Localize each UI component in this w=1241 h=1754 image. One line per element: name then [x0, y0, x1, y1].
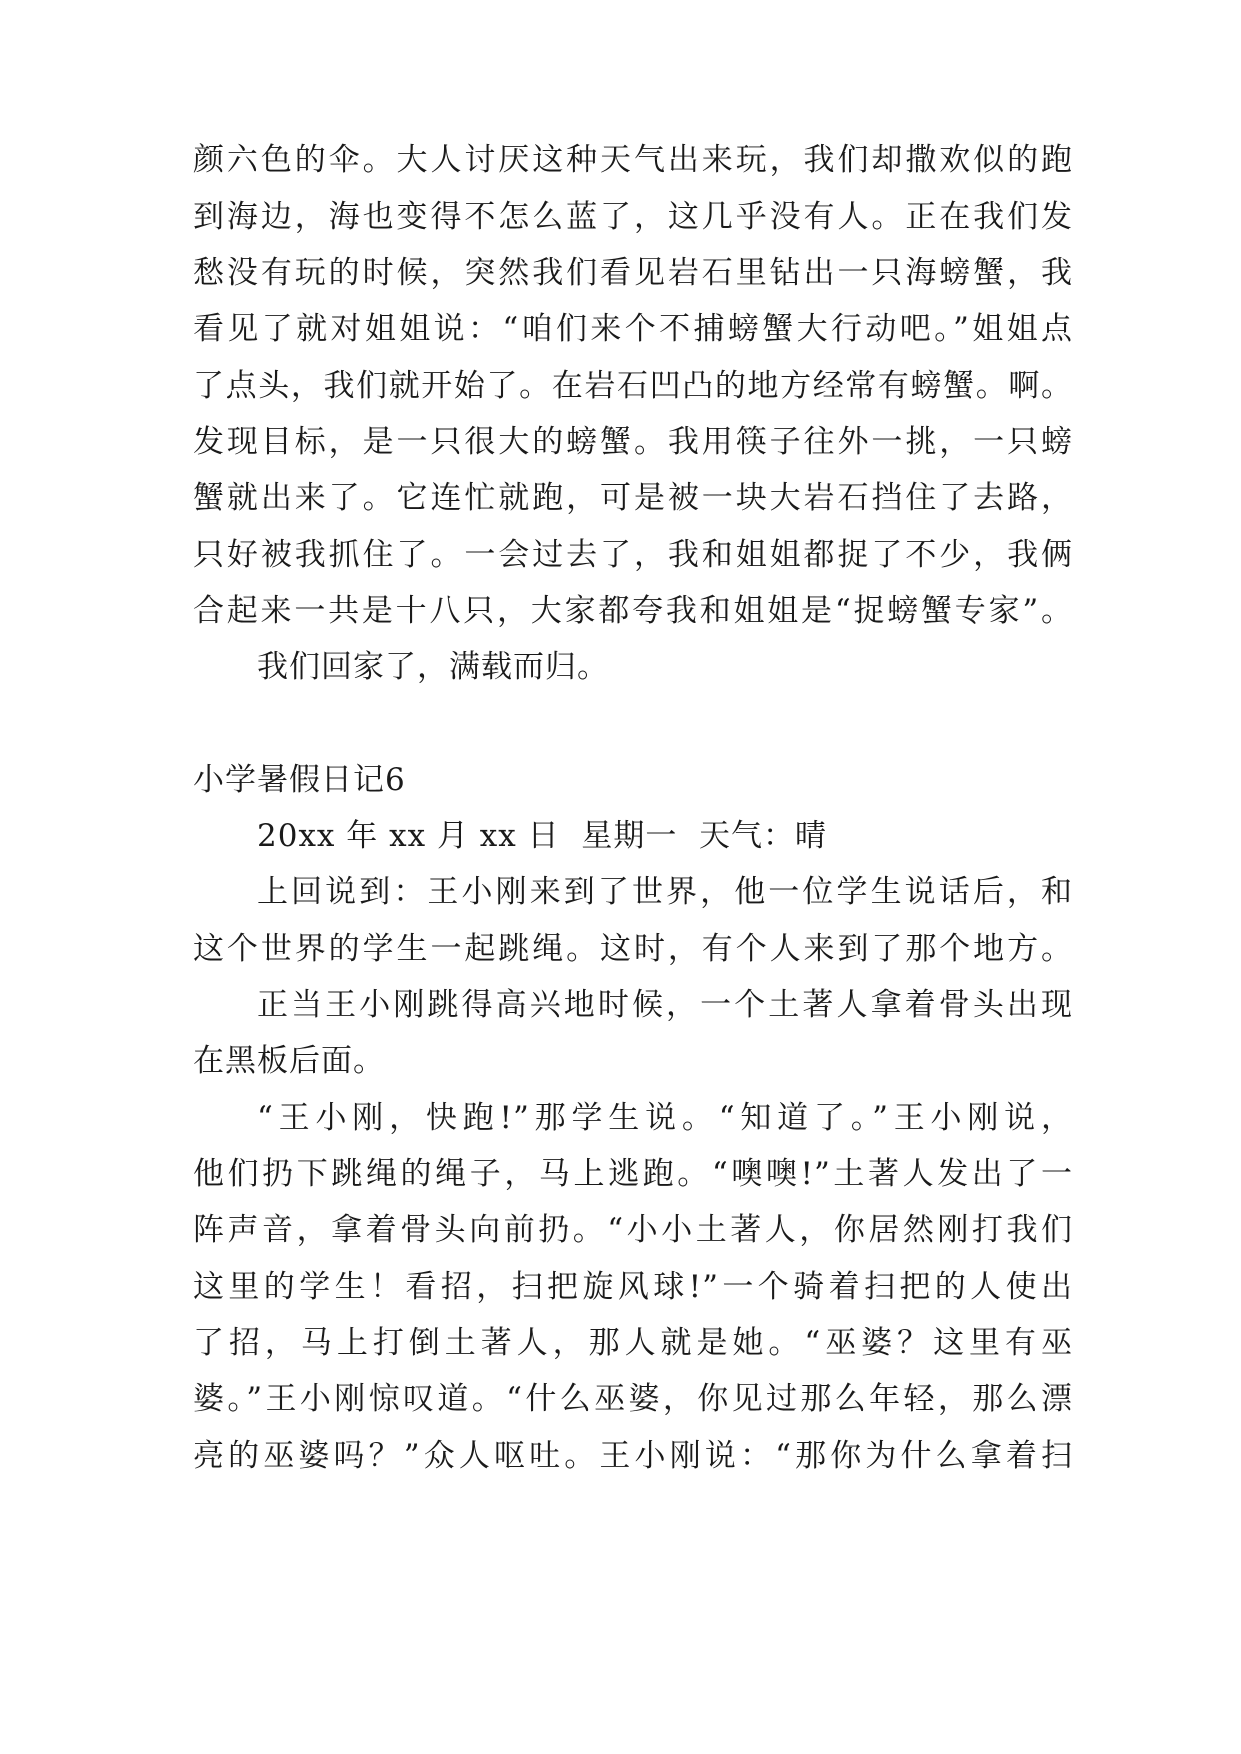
paragraph-line: 愁没有玩的时候，突然我们看见岩石里钻出一只海螃蟹，我 — [193, 255, 1073, 291]
paragraph-line: 到海边，海也变得不怎么蓝了，这几乎没有人。正在我们发 — [193, 199, 1073, 235]
paragraph-line: 阵声音，拿着骨头向前扔。“小小土著人，你居然刚打我们 — [193, 1212, 1073, 1248]
diary-title: 小学暑假日记6 — [193, 762, 406, 798]
paragraph-line: 合起来一共是十八只，大家都夸我和姐姐是“捉螃蟹专家”。 — [193, 593, 1073, 629]
paragraph-line: 婆。”王小刚惊叹道。“什么巫婆，你见过那么年轻，那么漂 — [193, 1381, 1073, 1417]
paragraph-line: 颜六色的伞。大人讨厌这种天气出来玩，我们却撒欢似的跑 — [193, 142, 1073, 178]
paragraph-line: 这个世界的学生一起跳绳。这时，有个人来到了那个地方。 — [193, 931, 1073, 967]
paragraph-line: 发现目标，是一只很大的螃蟹。我用筷子往外一挑，一只螃 — [193, 424, 1073, 460]
paragraph-line: 蟹就出来了。它连忙就跑，可是被一块大岩石挡住了去路， — [193, 480, 1073, 516]
paragraph-line: 了招，马上打倒土著人，那人就是她。“巫婆？这里有巫 — [193, 1325, 1073, 1361]
paragraph-line: 了点头，我们就开始了。在岩石凹凸的地方经常有螃蟹。啊。 — [193, 368, 1073, 404]
paragraph-line: 这里的学生！看招，扫把旋风球!”一个骑着扫把的人使出 — [193, 1269, 1073, 1305]
paragraph-line: “王小刚，快跑!”那学生说。“知道了。”王小刚说， — [257, 1100, 1073, 1136]
paragraph-line: 我们回家了，满载而归。 — [257, 649, 609, 685]
paragraph-line: 亮的巫婆吗？”众人呕吐。王小刚说：“那你为什么拿着扫 — [193, 1438, 1073, 1474]
paragraph-line: 看见了就对姐姐说：“咱们来个不捕螃蟹大行动吧。”姐姐点 — [193, 311, 1073, 347]
paragraph-line: 他们扔下跳绳的绳子，马上逃跑。“噢噢!”土著人发出了一 — [193, 1156, 1073, 1192]
paragraph-line: 上回说到：王小刚来到了世界，他一位学生说话后，和 — [257, 874, 1073, 910]
diary-date-line: 20xx 年 xx 月 xx 日 星期一 天气：晴 — [257, 818, 828, 854]
paragraph-line: 只好被我抓住了。一会过去了，我和姐姐都捉了不少，我俩 — [193, 537, 1073, 573]
paragraph-line: 在黑板后面。 — [193, 1043, 385, 1079]
paragraph-line: 正当王小刚跳得高兴地时候，一个土著人拿着骨头出现 — [257, 987, 1073, 1023]
